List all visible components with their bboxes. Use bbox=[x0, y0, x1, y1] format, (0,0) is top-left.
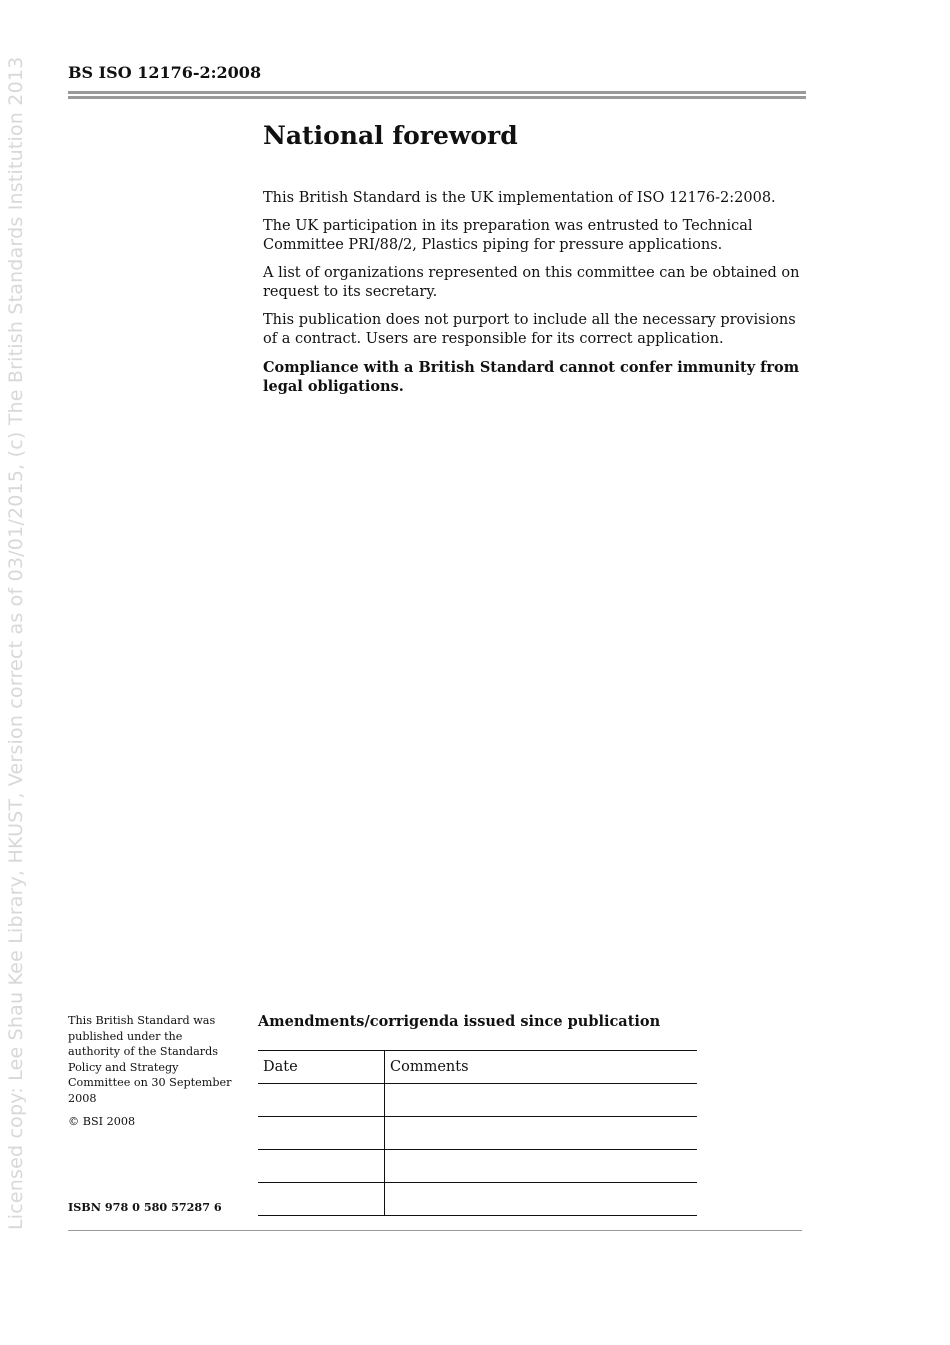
foreword-paragraph: This British Standard is the UK implementation of ISO 12176-2:2008. bbox=[263, 190, 776, 206]
table-cell-date bbox=[258, 1150, 385, 1183]
amendments-heading: Amendments/corrigenda issued since publication bbox=[258, 1013, 661, 1030]
table-row bbox=[258, 1183, 697, 1216]
table-cell-comments bbox=[385, 1150, 698, 1183]
amendments-table bbox=[258, 1050, 697, 1216]
foreword-paragraph: The UK participation in its preparation was entrusted to Technical Committee PRI/88/2, Plastics piping for pressure applications. bbox=[263, 218, 753, 253]
license-watermark: Licensed copy: Lee Shau Kee Library, HKUST, Version correct as of 03/01/2015, (c) The British Standards Institution 2013 bbox=[5, 56, 27, 1230]
table-header-row bbox=[258, 1051, 697, 1084]
publication-imprint bbox=[68, 1013, 233, 1138]
header-rule-top bbox=[68, 91, 806, 94]
copyright-notice: © BSI 2008 bbox=[68, 1115, 136, 1128]
table-cell-date bbox=[258, 1183, 385, 1216]
table-cell-date bbox=[258, 1084, 385, 1117]
table-cell-date bbox=[258, 1117, 385, 1150]
table-row bbox=[258, 1150, 697, 1183]
header-rule-bottom bbox=[68, 96, 806, 99]
page-title: National foreword bbox=[263, 121, 518, 150]
isbn: ISBN 978 0 580 57287 6 bbox=[68, 1200, 222, 1214]
document-id: BS ISO 12176-2:2008 bbox=[68, 63, 262, 82]
column-header-comments: Comments bbox=[385, 1051, 698, 1084]
foreword-paragraph: A list of organizations represented on this committee can be obtained on request to its secretary. bbox=[263, 265, 800, 300]
publication-note: This British Standard was published under the authority of the Standards Policy and Strategy Committee on 30 September 2008 bbox=[68, 1014, 232, 1105]
table-row bbox=[258, 1084, 697, 1117]
table-cell-comments bbox=[385, 1084, 698, 1117]
footer-rule bbox=[68, 1230, 802, 1231]
column-header-date: Date bbox=[258, 1051, 385, 1084]
compliance-statement: Compliance with a British Standard cannot confer immunity from legal obligations. bbox=[263, 359, 800, 395]
table-row bbox=[258, 1117, 697, 1150]
foreword-paragraph: This publication does not purport to include all the necessary provisions of a contract. Users are responsible for its correct application. bbox=[263, 312, 796, 347]
foreword-body bbox=[263, 189, 808, 405]
table-cell-comments bbox=[385, 1117, 698, 1150]
table-cell-comments bbox=[385, 1183, 698, 1216]
